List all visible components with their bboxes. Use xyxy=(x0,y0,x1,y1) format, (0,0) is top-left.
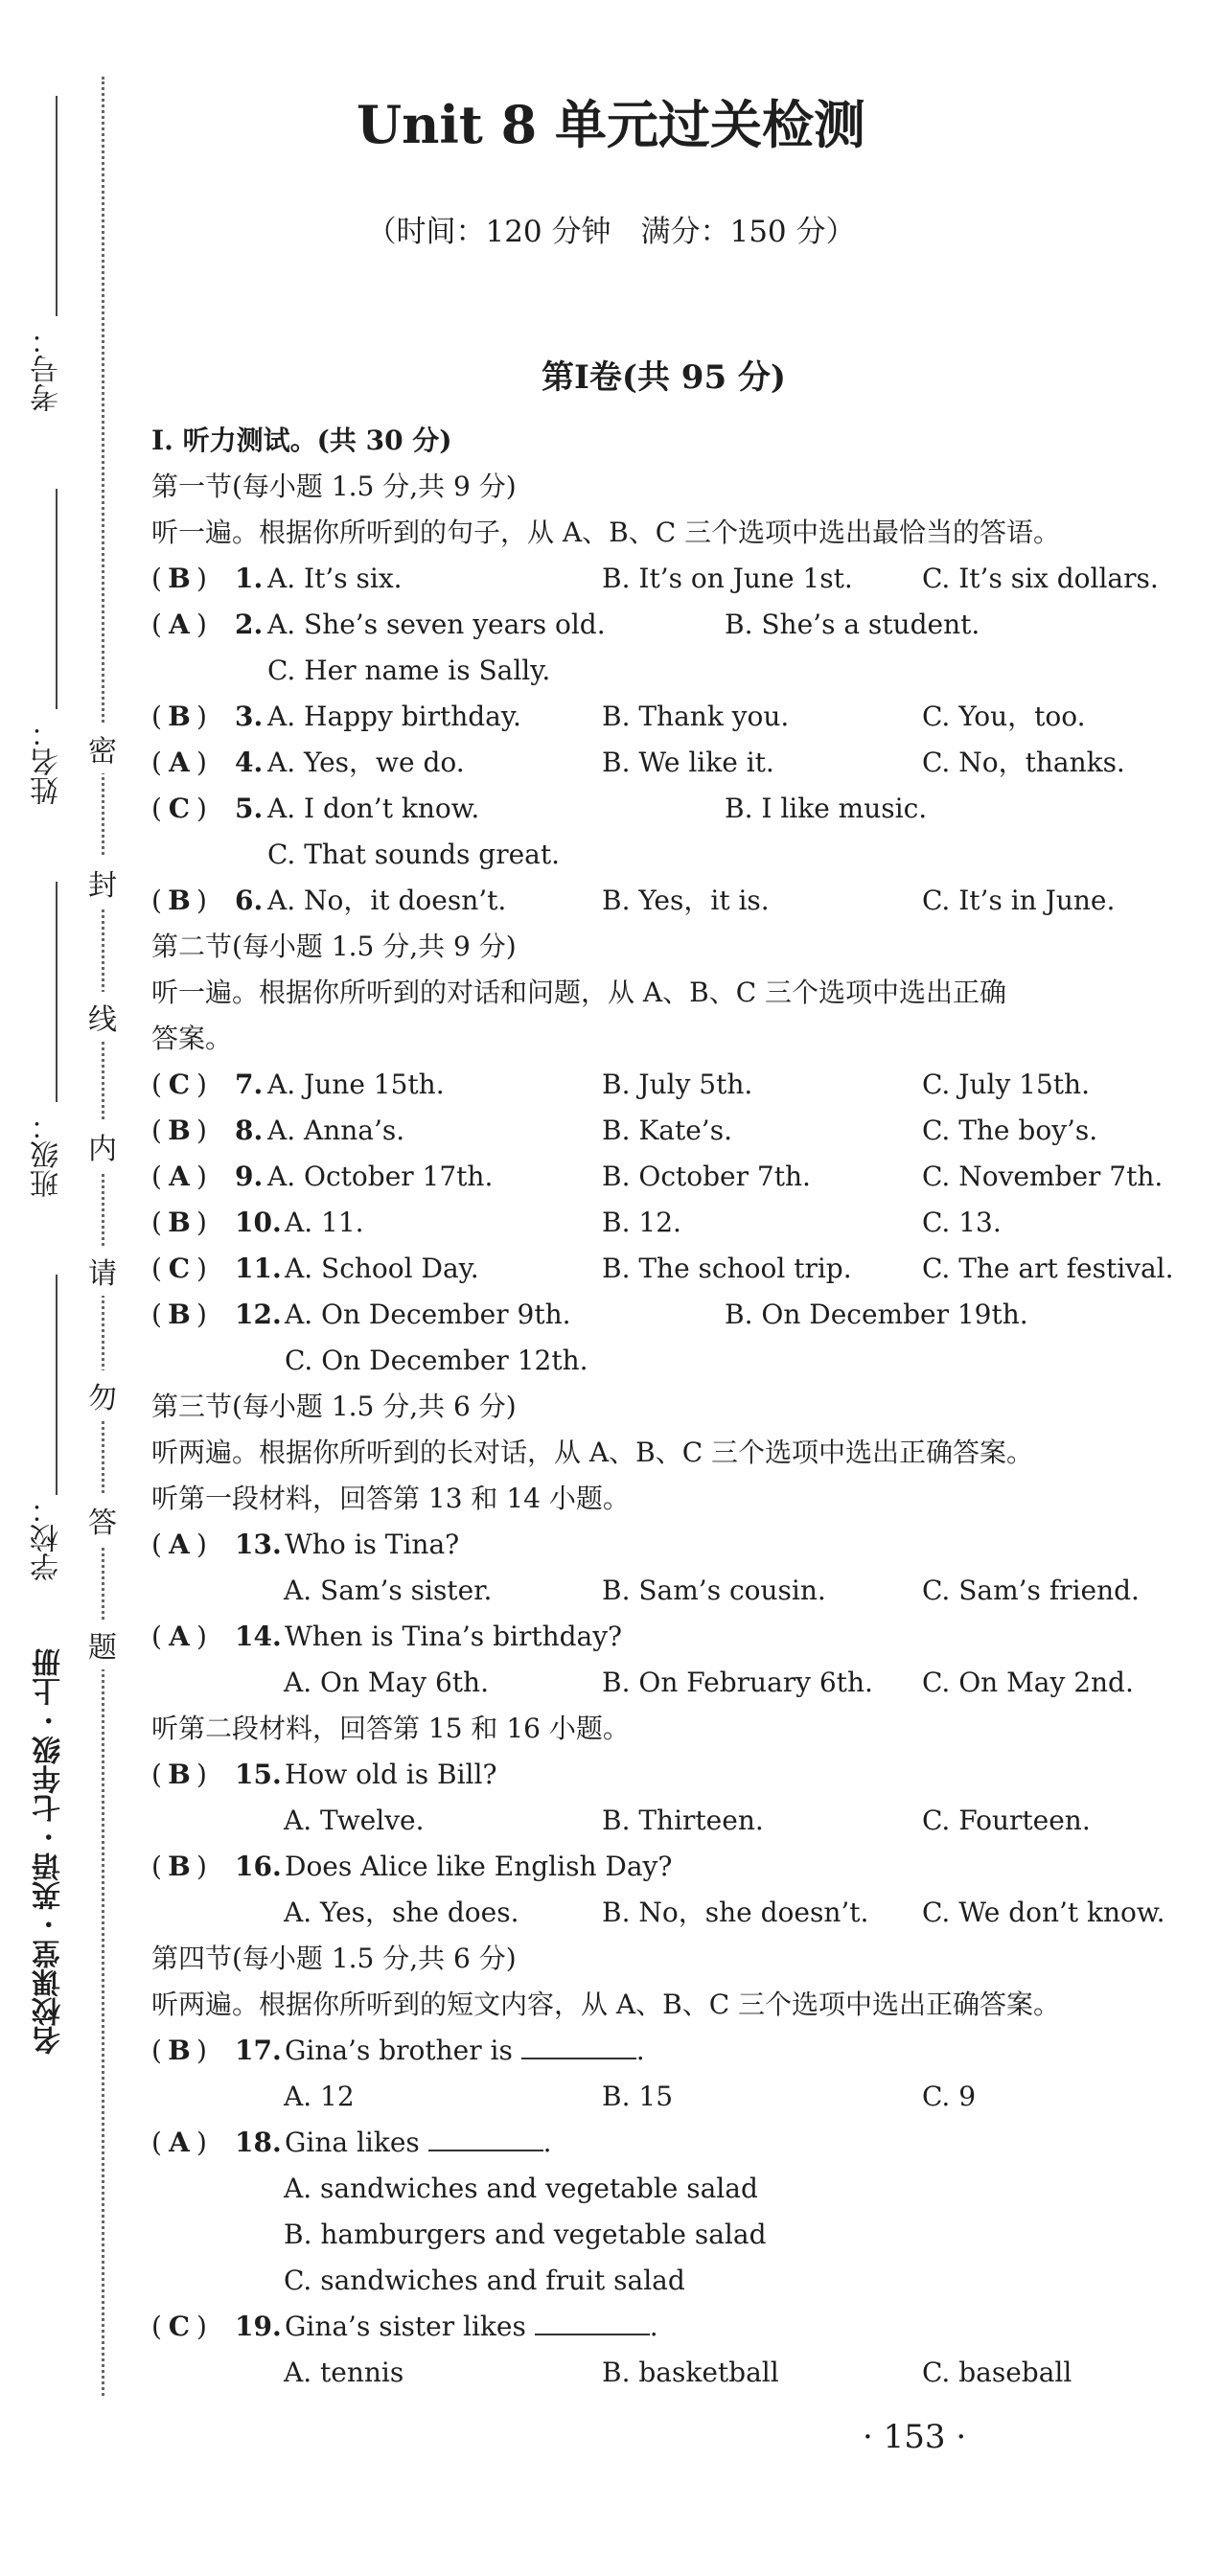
option-c: C. On May 2nd. xyxy=(922,1667,1134,1698)
option-a: A. October 17th. xyxy=(267,1161,494,1192)
answer-bracket: ( B ) xyxy=(151,1756,207,1794)
option-c: C. It’s in June. xyxy=(922,885,1116,916)
option-a: A. Twelve. xyxy=(284,1805,425,1836)
option-c: C. The boy’s. xyxy=(922,1115,1098,1146)
option-c: C. We don’t know. xyxy=(922,1897,1165,1928)
question-text: Gina’s sister likes . xyxy=(285,2311,658,2342)
answer-letter: B xyxy=(168,563,191,594)
option-b: B. hamburgers and vegetable salad xyxy=(284,2219,767,2250)
option-b: B. July 5th. xyxy=(602,1069,753,1100)
option-b: B. We like it. xyxy=(602,747,774,778)
option-c: C. baseball xyxy=(922,2357,1072,2388)
option-b: B. basketball xyxy=(602,2357,779,2388)
answer-letter: A xyxy=(169,747,190,778)
part2-instruction-cont: 答案。 xyxy=(151,1023,233,1054)
seal-char-5: 请 xyxy=(86,1246,119,1296)
volume-heading: 第Ⅰ卷(共 95 分) xyxy=(541,358,787,397)
question-number: 5. xyxy=(235,793,264,824)
option-b: B. On December 19th. xyxy=(725,1299,1028,1330)
answer-letter: B xyxy=(168,885,191,916)
question-number: 15. xyxy=(235,1759,282,1790)
question-text: Does Alice like English Day? xyxy=(285,1851,673,1882)
option-a: A. On May 6th. xyxy=(284,1667,489,1698)
part1-heading: 第一节(每小题 1.5 分,共 9 分) xyxy=(151,471,517,502)
answer-bracket: ( C ) xyxy=(151,1250,207,1288)
option-c: C. The art festival. xyxy=(922,1253,1174,1284)
option-c: C. Her name is Sally. xyxy=(267,655,551,686)
class-label: 班级： xyxy=(31,1112,64,1198)
answer-bracket: ( A ) xyxy=(151,744,207,782)
question-number: 16. xyxy=(235,1851,282,1882)
answer-letter: B xyxy=(168,2035,191,2066)
option-b: B. It’s on June 1st. xyxy=(602,563,853,594)
option-c: C. July 15th. xyxy=(922,1069,1090,1100)
answer-letter: A xyxy=(169,2127,190,2158)
answer-letter: A xyxy=(169,1161,190,1192)
option-b: B. Thank you. xyxy=(602,701,790,732)
question-text: Gina’s brother is . xyxy=(285,2035,645,2066)
answer-bracket: ( A ) xyxy=(151,1618,207,1656)
answer-letter: A xyxy=(169,609,190,640)
answer-bracket: ( C ) xyxy=(151,2308,207,2346)
option-a: A. 11. xyxy=(285,1207,364,1238)
option-a: A. Yes，we do. xyxy=(267,747,465,778)
part3-heading: 第三节(每小题 1.5 分,共 6 分) xyxy=(151,1391,517,1422)
answer-letter: B xyxy=(168,1207,191,1238)
question-text: Gina likes . xyxy=(285,2127,552,2158)
answer-bracket: ( B ) xyxy=(151,698,207,736)
question-number: 13. xyxy=(235,1529,282,1560)
option-b: B. On February 6th. xyxy=(602,1667,873,1698)
part1-instruction: 听一遍。根据你所听到的句子，从 A、B、C 三个选项中选出最恰当的答语。 xyxy=(151,517,1061,548)
part2-heading: 第二节(每小题 1.5 分,共 9 分) xyxy=(151,931,517,962)
option-c: C. 9 xyxy=(922,2081,977,2112)
question-number: 8. xyxy=(235,1115,264,1146)
option-b: B. The school trip. xyxy=(602,1253,852,1284)
question-text: Who is Tina? xyxy=(285,1529,460,1560)
name-label: 姓名： xyxy=(31,719,64,805)
option-c: C. November 7th. xyxy=(922,1161,1164,1192)
answer-bracket: ( A ) xyxy=(151,1158,207,1196)
option-a: A. Sam’s sister. xyxy=(284,1575,493,1606)
exam-no-label: 考号： xyxy=(31,326,64,412)
question-number: 4. xyxy=(235,747,264,778)
option-c: C. You，too. xyxy=(922,701,1086,732)
option-a: A. No，it doesn’t. xyxy=(267,885,507,916)
answer-letter: A xyxy=(169,1621,190,1652)
question-number: 10. xyxy=(235,1207,282,1238)
answer-bracket: ( B ) xyxy=(151,882,207,920)
answer-letter: B xyxy=(168,1851,191,1882)
option-c: C. No，thanks. xyxy=(922,747,1125,778)
answer-bracket: ( B ) xyxy=(151,1848,207,1886)
answer-bracket: ( B ) xyxy=(151,1112,207,1150)
answer-letter: C xyxy=(168,1069,191,1100)
question-stem: Gina likes xyxy=(285,2127,420,2158)
answer-letter: B xyxy=(168,1115,191,1146)
seal-char-2: 封 xyxy=(86,858,119,908)
option-a: A. June 15th. xyxy=(267,1069,445,1100)
option-a: A. On December 9th. xyxy=(285,1299,571,1330)
answer-bracket: ( B ) xyxy=(151,2032,207,2070)
answer-bracket: ( A ) xyxy=(151,606,207,644)
time-score: （时间：120 分钟 满分：150 分） xyxy=(366,215,856,249)
option-b: B. No，she doesn’t. xyxy=(602,1897,869,1928)
option-b: B. Thirteen. xyxy=(602,1805,764,1836)
answer-letter: B xyxy=(168,701,191,732)
school-line xyxy=(56,1275,58,1495)
seal-char-7: 答 xyxy=(86,1495,119,1545)
question-number: 14. xyxy=(235,1621,282,1652)
part2-instruction: 听一遍。根据你所听到的对话和问题，从 A、B、C 三个选项中选出正确 xyxy=(151,977,1007,1008)
answer-bracket: ( B ) xyxy=(151,1204,207,1242)
answer-letter: C xyxy=(168,793,191,824)
school-label: 学校： xyxy=(31,1495,64,1581)
option-c: C. Fourteen. xyxy=(922,1805,1091,1836)
option-a: A. I don’t know. xyxy=(267,793,480,824)
answer-letter: A xyxy=(169,1529,190,1560)
answer-bracket: ( B ) xyxy=(151,1296,207,1334)
answer-bracket: ( A ) xyxy=(151,1526,207,1564)
option-b: B. 12. xyxy=(602,1207,681,1238)
answer-bracket: ( B ) xyxy=(151,560,207,598)
question-number: 6. xyxy=(235,885,264,916)
option-c: C. 13. xyxy=(922,1207,1002,1238)
part3-sub2: 听第二段材料，回答第 15 和 16 小题。 xyxy=(151,1713,630,1744)
option-a: A. sandwiches and vegetable salad xyxy=(284,2173,758,2204)
option-a: A. tennis xyxy=(284,2357,404,2388)
option-a: A. Yes，she does. xyxy=(284,1897,519,1928)
answer-letter: C xyxy=(168,1253,191,1284)
name-line xyxy=(56,489,58,709)
answer-letter: C xyxy=(168,2311,191,2342)
option-a: A. School Day. xyxy=(285,1253,479,1284)
option-c: C. It’s six dollars. xyxy=(922,563,1159,594)
option-b: B. Yes，it is. xyxy=(602,885,770,916)
question-text: When is Tina’s birthday? xyxy=(285,1621,623,1652)
brand-label: 名校课堂 · 英语 · 七年级 · 上册 xyxy=(33,1648,66,2055)
binding-dotted-line xyxy=(102,77,104,2396)
option-b: B. 15 xyxy=(602,2081,674,2112)
section-heading: Ⅰ. 听力测试。(共 30 分) xyxy=(151,425,452,456)
question-number: 19. xyxy=(235,2311,282,2342)
question-number: 2. xyxy=(235,609,264,640)
answer-bracket: ( C ) xyxy=(151,1066,207,1104)
part4-instruction: 听两遍。根据你所听到的短文内容，从 A、B、C 三个选项中选出正确答案。 xyxy=(151,1989,1061,2020)
question-stem: Gina’s sister likes xyxy=(285,2311,526,2342)
question-number: 9. xyxy=(235,1161,264,1192)
question-text: How old is Bill? xyxy=(285,1759,497,1790)
option-a: A. Happy birthday. xyxy=(267,701,521,732)
option-a: A. It’s six. xyxy=(267,563,403,594)
page-title: Unit 8 单元过关检测 xyxy=(357,94,865,155)
part3-instruction: 听两遍。根据你所听到的长对话，从 A、B、C 三个选项中选出正确答案。 xyxy=(151,1437,1034,1468)
question-number: 11. xyxy=(235,1253,282,1284)
question-number: 3. xyxy=(235,701,264,732)
question-number: 1. xyxy=(235,563,264,594)
option-c: C. That sounds great. xyxy=(267,839,560,870)
seal-char-4: 内 xyxy=(86,1121,119,1171)
answer-blank xyxy=(521,2033,636,2059)
seal-char-3: 线 xyxy=(86,992,119,1042)
answer-blank xyxy=(535,2309,650,2335)
answer-letter: B xyxy=(168,1759,191,1790)
option-b: B. She’s a student. xyxy=(725,609,980,640)
class-line xyxy=(56,882,58,1102)
page-number: · 153 · xyxy=(863,2418,967,2456)
option-b: B. October 7th. xyxy=(602,1161,811,1192)
seal-char-6: 勿 xyxy=(86,1370,119,1420)
seal-char-8: 题 xyxy=(86,1620,119,1669)
part4-heading: 第四节(每小题 1.5 分,共 6 分) xyxy=(151,1943,517,1974)
seal-char-1: 密 xyxy=(86,724,119,773)
option-a: A. 12 xyxy=(284,2081,355,2112)
answer-letter: B xyxy=(168,1299,191,1330)
option-c: C. On December 12th. xyxy=(285,1345,588,1376)
question-number: 18. xyxy=(235,2127,282,2158)
option-a: A. Anna’s. xyxy=(267,1115,405,1146)
part3-sub1: 听第一段材料，回答第 13 和 14 小题。 xyxy=(151,1483,630,1514)
answer-bracket: ( A ) xyxy=(151,2124,207,2162)
option-b: B. Sam’s cousin. xyxy=(602,1575,826,1606)
question-number: 12. xyxy=(235,1299,282,1330)
question-stem: Gina’s brother is xyxy=(285,2035,513,2066)
option-b: B. I like music. xyxy=(725,793,928,824)
option-c: C. sandwiches and fruit salad xyxy=(284,2265,685,2296)
option-c: C. Sam’s friend. xyxy=(922,1575,1140,1606)
answer-bracket: ( C ) xyxy=(151,790,207,828)
question-number: 17. xyxy=(235,2035,282,2066)
option-b: B. Kate’s. xyxy=(602,1115,732,1146)
option-a: A. She’s seven years old. xyxy=(267,609,606,640)
question-number: 7. xyxy=(235,1069,264,1100)
answer-blank xyxy=(428,2125,543,2151)
